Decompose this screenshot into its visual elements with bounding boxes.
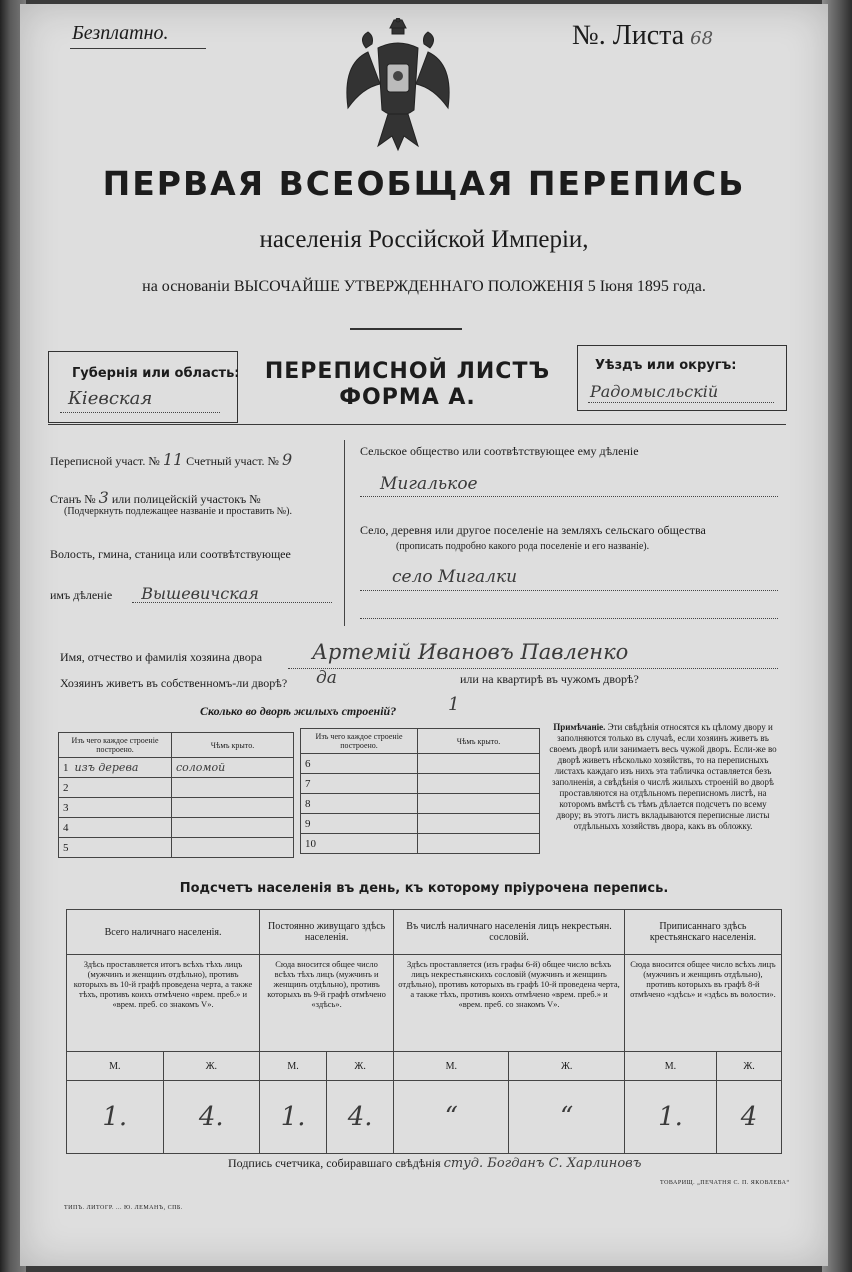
signature-value: студ. Богданъ С. Харлиновъ bbox=[443, 1156, 642, 1171]
resident-male-count: 1. bbox=[260, 1081, 327, 1154]
district-label: Уѣздъ или округъ: bbox=[595, 358, 737, 373]
resident-female-count: 4. bbox=[327, 1081, 394, 1154]
building-number: 6 bbox=[305, 758, 311, 770]
owner-label: Имя, отчество и фамилія хозяина двора bbox=[60, 650, 263, 664]
form-subtitle: населенія Россійской Имперіи, bbox=[259, 226, 589, 253]
building-roof bbox=[418, 834, 540, 854]
village-line bbox=[360, 590, 778, 591]
stan-label: Станъ № bbox=[50, 492, 96, 506]
sheet-number-block bbox=[572, 20, 713, 52]
building-roof bbox=[418, 814, 540, 834]
owner-value: Артемій Ивановъ Павленко bbox=[312, 640, 629, 664]
peasant-female-count: 4 bbox=[717, 1081, 782, 1154]
male-header: М. bbox=[260, 1052, 327, 1081]
non-peasant-female-count: “ bbox=[509, 1081, 624, 1154]
double-headed-eagle-icon bbox=[338, 18, 458, 158]
total-male-count: 1. bbox=[67, 1081, 164, 1154]
printer-right: ТОВАРИЩ. „ПЕЧАТНЯ С. П. ЯКОВЛЕВА“ bbox=[660, 1180, 790, 1186]
building-number: 4 bbox=[63, 822, 69, 834]
counting-section-value: 9 bbox=[282, 450, 293, 469]
building-material-cell bbox=[59, 758, 172, 778]
peasant-male-count: 1. bbox=[624, 1081, 716, 1154]
province-label: Губернія или область: bbox=[72, 366, 240, 381]
signature-row bbox=[228, 1156, 641, 1171]
legal-basis: на основаніи ВЫСОЧАЙШЕ УТВЕРЖДЕННАГО ПОЛОЖЕНІЯ 5 Іюня 1895 года. bbox=[142, 278, 706, 295]
building-material-cell bbox=[59, 838, 172, 858]
building-roof: соломой bbox=[172, 758, 294, 778]
building-number: 7 bbox=[305, 778, 311, 790]
volost-value: Вышевичская bbox=[141, 584, 259, 603]
female-header: Ж. bbox=[163, 1052, 260, 1081]
building-roof bbox=[172, 818, 294, 838]
building-number: 1 bbox=[63, 762, 69, 774]
building-row bbox=[59, 818, 294, 838]
col-roof-header: Чѣмъ крыто. bbox=[172, 733, 294, 758]
buildings-table-right bbox=[300, 728, 540, 854]
volost-label-2: имъ дѣленіе bbox=[50, 588, 113, 602]
count-desc-row bbox=[67, 955, 782, 1052]
building-roof bbox=[172, 838, 294, 858]
counting-section-label: Счетный участ. № bbox=[186, 454, 280, 468]
building-row bbox=[59, 778, 294, 798]
sheet-label: №. Листа bbox=[572, 20, 685, 51]
village-label: Село, деревня или другое поселеніе на земляхъ сельскаго общества bbox=[360, 523, 706, 537]
note-label: Примѣчаніе. bbox=[553, 722, 606, 732]
col-material-header: Изъ чего каждое строеніе построено. bbox=[301, 729, 418, 754]
count-col-title: Приписаннаго здѣсь крестьянскаго населенія. bbox=[624, 910, 781, 955]
building-number: 9 bbox=[305, 818, 311, 830]
building-number: 10 bbox=[305, 838, 316, 850]
female-header: Ж. bbox=[327, 1052, 394, 1081]
building-roof bbox=[172, 778, 294, 798]
separator-line bbox=[350, 328, 462, 330]
stan-row bbox=[50, 488, 261, 507]
volost-row bbox=[50, 584, 259, 603]
building-material-cell bbox=[301, 794, 418, 814]
police-note: (Подчеркнуть подлежащее названіе и проставить №). bbox=[64, 506, 292, 517]
district-value: Радомысльскій bbox=[590, 382, 719, 401]
building-material-cell bbox=[59, 798, 172, 818]
village-note: (прописать подробно какого рода поселеніе и его названіе). bbox=[396, 541, 650, 552]
building-number: 5 bbox=[63, 842, 69, 854]
census-section-value: 11 bbox=[162, 450, 184, 469]
count-sex-row bbox=[67, 1052, 782, 1081]
population-count-heading: Подсчетъ населенія въ день, къ которому пріурочена перепись. bbox=[179, 881, 669, 896]
building-number: 2 bbox=[63, 782, 69, 794]
building-material-cell bbox=[301, 774, 418, 794]
count-title-row bbox=[67, 910, 782, 955]
signature-label: Подпись счетчика, собиравшаго свѣдѣнія bbox=[228, 1156, 441, 1170]
building-row bbox=[59, 838, 294, 858]
free-label: Безплатно. bbox=[72, 22, 169, 44]
col-material-header: Изъ чего каждое строеніе построено. bbox=[59, 733, 172, 758]
building-row bbox=[59, 798, 294, 818]
note-text: Эти свѣдѣнія относятся къ цѣлому двору и заполняются только въ случаѣ, если хозяинъ живетъ въ своемъ дворѣ или занимаетъ весь чужой дворъ. Если-же во дворѣ живетъ нѣсколько хозяйствъ, то на переписныхъ листахъ каждаго изъ нихъ эта табличка оставляется безъ заполненія, а свѣдѣнія о числѣ жилыхъ строеній во дворѣ проставляются на отдѣльномъ переписномъ листѣ, на которомъ вмѣстѣ съ тѣмъ дѣлается подсчетъ по всему двору; въ этотъ листъ вкладываются переписные листы отдѣльныхъ хозяйствъ двора, какъ въ обложку. bbox=[549, 722, 777, 831]
building-material-cell bbox=[301, 834, 418, 854]
column-divider bbox=[344, 440, 345, 626]
count-col-desc: Сюда вносится общее число всѣхъ тѣхъ лицъ (мужчинъ и женщинъ отдѣльно), противъ которыхъ въ 9-й графѣ отмѣчено «здѣсь». bbox=[260, 955, 394, 1052]
village-value: село Мигалки bbox=[392, 567, 518, 587]
building-material-cell bbox=[301, 754, 418, 774]
lives-label: Хозяинъ живетъ въ собственномъ-ли дворѣ? bbox=[60, 676, 288, 690]
building-roof bbox=[172, 798, 294, 818]
count-col-title: Въ числѣ наличнаго населенія лицъ некрестьян. сословій. bbox=[394, 910, 625, 955]
buildings-label: Сколько во дворѣ жилыхъ строеній? bbox=[200, 704, 397, 718]
building-row bbox=[301, 754, 540, 774]
building-row bbox=[301, 794, 540, 814]
count-col-title: Постоянно живущаго здѣсь населенія. bbox=[260, 910, 394, 955]
lives-value: да bbox=[316, 668, 337, 688]
building-material: изъ дерева bbox=[74, 761, 139, 774]
building-roof bbox=[418, 794, 540, 814]
volost-line bbox=[132, 602, 332, 603]
building-roof bbox=[418, 774, 540, 794]
building-roof bbox=[418, 754, 540, 774]
note-block bbox=[548, 722, 778, 832]
stan-value: 3 bbox=[98, 488, 109, 507]
census-section-row bbox=[50, 450, 292, 469]
society-label: Сельское общество или соотвѣтствующее ему дѣленіе bbox=[360, 444, 639, 458]
total-female-count: 4. bbox=[163, 1081, 260, 1154]
population-count-table bbox=[66, 909, 782, 1154]
province-value: Кіевская bbox=[68, 388, 153, 409]
building-material-cell bbox=[59, 818, 172, 838]
building-row bbox=[301, 774, 540, 794]
building-row bbox=[301, 834, 540, 854]
census-form-page bbox=[20, 4, 828, 1266]
sheet-number: 68 bbox=[690, 28, 714, 49]
male-header: М. bbox=[67, 1052, 164, 1081]
sheet-title-line2: ФОРМА А. bbox=[339, 385, 476, 410]
free-underline bbox=[70, 48, 206, 49]
village-line-2 bbox=[360, 618, 778, 619]
district-line bbox=[588, 402, 774, 403]
male-header: М. bbox=[624, 1052, 716, 1081]
printer-left: ТИПЪ. ЛИТОГР. ... Ю. ЛЕМАНЪ, СПБ. bbox=[64, 1205, 183, 1211]
male-header: М. bbox=[394, 1052, 509, 1081]
count-col-title: Всего наличнаго населенія. bbox=[67, 910, 260, 955]
form-title: ПЕРВАЯ ВСЕОБЩАЯ ПЕРЕПИСЬ bbox=[102, 164, 746, 203]
volost-label-1: Волость, гмина, станица или соотвѣтствующее bbox=[50, 547, 291, 561]
non-peasant-male-count: “ bbox=[394, 1081, 509, 1154]
buildings-value: 1 bbox=[448, 694, 460, 715]
province-line bbox=[60, 412, 220, 413]
count-col-desc: Сюда вносится общее число всѣхъ лицъ (мужчинъ и женщинъ отдѣльно), противъ которыхъ въ графѣ 8-й отмѣчено «здѣсь» и «здѣсь въ волости». bbox=[624, 955, 781, 1052]
building-material-cell bbox=[301, 814, 418, 834]
apartment-label: или на квартирѣ въ чужомъ дворѣ? bbox=[460, 672, 639, 686]
building-row bbox=[301, 814, 540, 834]
society-line bbox=[360, 496, 778, 497]
police-label: или полицейскій участокъ № bbox=[111, 492, 261, 506]
count-col-desc: Здѣсь проставляется итогъ всѣхъ тѣхъ лицъ (мужчинъ и женщинъ отдѣльно), противъ которыхъ въ 10-й графѣ проведена черта, а также тѣхъ, противъ коихъ отмѣчено «врем. преб.» и «врем. преб. со знакомъ V». bbox=[67, 955, 260, 1052]
sheet-form-title bbox=[235, 359, 580, 411]
building-number: 8 bbox=[305, 798, 311, 810]
building-material-cell bbox=[59, 778, 172, 798]
building-row bbox=[59, 758, 294, 778]
header-rule bbox=[48, 424, 786, 425]
sheet-title-line1: ПЕРЕПИСНОЙ ЛИСТЪ bbox=[264, 359, 551, 384]
building-number: 3 bbox=[63, 802, 69, 814]
count-values-row bbox=[67, 1081, 782, 1154]
col-roof-header: Чѣмъ крыто. bbox=[418, 729, 540, 754]
buildings-table-left bbox=[58, 732, 294, 858]
census-section-label: Переписной участ. № bbox=[50, 454, 160, 468]
owner-line bbox=[288, 668, 778, 669]
society-value: Мигалькое bbox=[380, 474, 478, 494]
count-col-desc: Здѣсь проставляется (изъ графы 6-й) общее число всѣхъ лицъ некрестьянскихъ сословій (мужчинъ и женщинъ отдѣльно), противъ которыхъ въ графѣ 10-й проведена черта, а также тѣхъ, противъ коихъ отмѣчено «врем. преб.» и «врем. преб. со знакомъ V». bbox=[394, 955, 625, 1052]
female-header: Ж. bbox=[509, 1052, 624, 1081]
female-header: Ж. bbox=[717, 1052, 782, 1081]
